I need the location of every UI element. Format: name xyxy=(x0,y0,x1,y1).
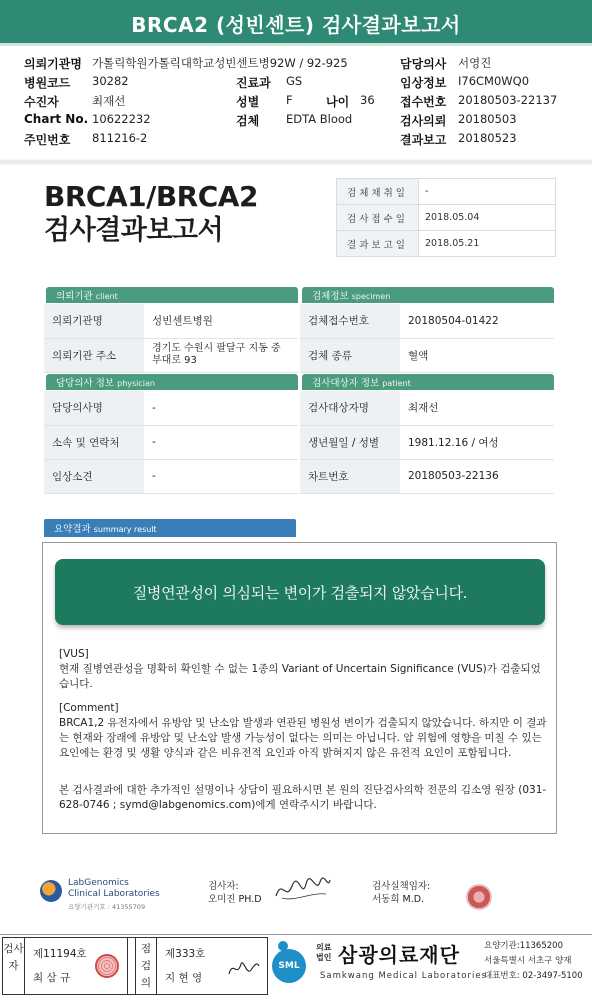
org-code: 요양기관:11365200 xyxy=(484,941,563,951)
examiner-license: 제11194호 xyxy=(33,948,87,960)
table-row xyxy=(337,179,556,205)
scan-divider xyxy=(0,158,592,166)
specimen-section-title: 검체정보 xyxy=(312,291,349,302)
request-date-value: 20180503 xyxy=(458,112,517,126)
physician-contact-value: - xyxy=(144,425,298,459)
summary-section-tab xyxy=(44,519,296,537)
report-dates-table xyxy=(336,178,556,257)
physician-contact-label: 소속 및 연락처 xyxy=(44,425,144,459)
receipt-number-label: 접수번호 xyxy=(400,95,447,109)
clinical-findings-label: 임상소견 xyxy=(44,459,144,493)
org-prefix xyxy=(316,943,331,963)
examinee-value: 최재선 xyxy=(92,94,126,108)
chart-number-label: Chart No. xyxy=(24,112,89,126)
result-banner-text: 질병연관성이 의심되는 변이가 검출되지 않았습니다. xyxy=(132,584,468,602)
vus-paragraph xyxy=(59,647,549,692)
table-row xyxy=(300,425,554,459)
table-row xyxy=(300,304,554,338)
org-name-en: Samkwang Medical Laboratories xyxy=(320,971,488,981)
client-address-value: 경기도 수원시 팔달구 지동 중부대로 93 xyxy=(144,338,298,372)
table-row xyxy=(300,391,554,425)
doctor-label: 담당의사 xyxy=(400,57,447,71)
client-table xyxy=(44,304,298,373)
inspector-col-label-text: 점검의 xyxy=(140,943,152,989)
rrn-label: 주민번호 xyxy=(24,133,71,147)
specimen-label: 검체 xyxy=(236,114,260,128)
examiner-signature xyxy=(208,880,262,906)
inspector-license: 제333호 xyxy=(165,948,206,960)
report-header-title: BRCA2 (성빈센트) 검사결과보고서 xyxy=(131,13,461,37)
approval-stamp-box xyxy=(2,937,268,995)
signature-icon xyxy=(272,872,332,906)
table-row xyxy=(44,459,298,493)
result-date-value: 2018.05.21 xyxy=(419,231,556,257)
table-row xyxy=(337,231,556,257)
examinee-label: 수진자 xyxy=(24,95,59,109)
clinical-findings-value: - xyxy=(144,459,298,493)
lab-name-line2: Clinical Laboratories xyxy=(68,889,160,899)
specimen-type-label: 검체 종류 xyxy=(300,338,400,372)
director-name: 서동희 M.D. xyxy=(372,894,425,905)
chart-no-value: 20180503-22136 xyxy=(400,459,554,493)
patient-info-block xyxy=(0,52,592,152)
org-contact-info xyxy=(484,939,583,984)
report-title-line2: 검사결과보고서 xyxy=(44,215,224,246)
org-prefix-line1: 의료 xyxy=(316,943,332,952)
lab-code: 요양기관기호 : 41355709 xyxy=(68,903,146,911)
table-row xyxy=(44,391,298,425)
lab-name xyxy=(68,878,160,900)
receipt-date-value: 2018.05.04 xyxy=(419,205,556,231)
report-page xyxy=(0,166,592,930)
examiner-name: 오미진 PH.D xyxy=(208,894,262,905)
contact-text: 본 검사결과에 대한 추가적인 설명이나 상담이 필요하시면 본 원의 진단검사의학 전문의 김소영 원장 (031-628-0746 ; symd@labgenomics.com)에게 연락주시기 바랍니다. xyxy=(59,784,547,811)
chart-number-value: 10622232 xyxy=(92,112,151,126)
report-title xyxy=(44,180,258,248)
client-address-label: 의뢰기관 주소 xyxy=(44,338,144,372)
patient-name-label: 검사대상자명 xyxy=(300,391,400,425)
table-row xyxy=(300,338,554,372)
director-label: 검사실책임자: xyxy=(372,881,431,892)
birth-sex-label: 생년월일 / 성별 xyxy=(300,425,400,459)
hospital-code-value: 30282 xyxy=(92,74,129,88)
client-section-title-en: client xyxy=(95,292,118,301)
report-date-value: 20180523 xyxy=(458,131,517,145)
org-name: 삼광의료재단 xyxy=(338,943,460,967)
clinical-info-value: I76CM0WQ0 xyxy=(458,74,530,88)
examiner-seal-icon xyxy=(95,954,119,978)
inspector-col-label xyxy=(135,938,157,994)
patient-section-title-en: patient xyxy=(382,379,411,388)
table-row xyxy=(44,425,298,459)
sml-logo-text: SML xyxy=(272,949,306,983)
org-phone: 대표번호: 02-3497-5100 xyxy=(484,971,583,981)
receipt-number-value: 20180503-22137 xyxy=(458,93,558,107)
patient-name-value: 최재선 xyxy=(400,391,554,425)
collection-date-value: - xyxy=(419,179,556,205)
receipt-date-label: 검사접수일 xyxy=(337,205,419,231)
table-row xyxy=(44,304,298,338)
director-signature xyxy=(372,880,430,906)
summary-title-en: summary result xyxy=(93,525,157,534)
dept-label: 진료과 xyxy=(236,76,271,90)
summary-box xyxy=(42,542,557,834)
result-banner xyxy=(55,559,545,625)
patient-section-title: 검사대상자 정보 xyxy=(312,378,380,389)
specimen-type-value: 혈액 xyxy=(400,338,554,372)
chart-no-label: 차트번호 xyxy=(300,459,400,493)
org-prefix-line2: 법인 xyxy=(316,953,332,962)
rrn-value: 811216-2 xyxy=(92,131,148,145)
age-label: 나이 xyxy=(326,95,350,109)
client-name-value: 성빈센트병원 xyxy=(144,304,298,338)
inspector-stamp-name: 지 현 영 xyxy=(165,972,203,984)
specimen-value: EDTA Blood xyxy=(286,112,353,126)
comment-paragraph xyxy=(59,701,549,761)
examiner-stamp-name: 최 삼 규 xyxy=(33,972,71,984)
dept-value: GS xyxy=(286,74,303,88)
patient-table xyxy=(300,391,554,494)
specimen-receipt-value: 20180504-01422 xyxy=(400,304,554,338)
table-row xyxy=(300,459,554,493)
physician-section-title-en: physician xyxy=(117,379,155,388)
table-row xyxy=(44,338,298,372)
physician-name-label: 담당의사명 xyxy=(44,391,144,425)
examiner-label: 검사자: xyxy=(208,881,239,892)
sex-value: F xyxy=(286,93,293,107)
specimen-receipt-label: 검체접수번호 xyxy=(300,304,400,338)
inspector-signature-icon xyxy=(225,956,261,982)
result-date-label: 결과보고일 xyxy=(337,231,419,257)
comment-text: BRCA1,2 유전자에서 유방암 및 난소암 발생과 연관된 병원성 변이가 검출되지 않았습니다. 하지만 이 결과는 현재와 장래에 유방암 및 난소암 발생 가능성이 없다는 의미는 아닙니다. 암 위험에 영향을 미칠 수 있는 요인에는 환경 및 생활 양식과 같은 비유전적 요인과 아직 밝혀지지 않은 유전적 요인이 포함됩니다. xyxy=(59,717,547,759)
physician-section-title: 담당의사 정보 xyxy=(56,378,115,389)
request-date-label: 검사의뢰 xyxy=(400,114,447,128)
report-date-label: 결과보고 xyxy=(400,133,447,147)
sml-logo-icon xyxy=(272,941,310,985)
birth-sex-value: 1981.12.16 / 여성 xyxy=(400,425,554,459)
examiner-col-label-text: 검사자 xyxy=(3,943,24,972)
lab-name-line1: LabGenomics xyxy=(68,878,129,888)
doctor-value: 서영진 xyxy=(458,56,492,70)
physician-name-value: - xyxy=(144,391,298,425)
examiner-col-label xyxy=(3,938,25,994)
physician-section-header xyxy=(46,374,298,390)
footer-stamp-bar xyxy=(0,934,592,1000)
sex-label: 성별 xyxy=(236,95,260,109)
contact-paragraph xyxy=(59,783,549,813)
labgenomics-logo-icon xyxy=(40,880,62,902)
vus-text: 현재 질병연관성을 명확히 확인할 수 없는 1종의 Variant of Uncertain Significance (VUS)가 검출되었습니다. xyxy=(59,663,541,690)
specimen-section-title-en: specimen xyxy=(351,292,391,301)
vus-heading: [VUS] xyxy=(59,648,89,660)
specimen-table xyxy=(300,304,554,373)
table-row xyxy=(337,205,556,231)
physician-table xyxy=(44,391,298,494)
client-name-label: 의뢰기관명 xyxy=(44,304,144,338)
clinical-info-label: 임상정보 xyxy=(400,76,447,90)
hospital-code-label: 병원코드 xyxy=(24,76,71,90)
client-section-header xyxy=(46,287,298,303)
stamp-divider xyxy=(127,938,128,994)
signature-area xyxy=(0,866,592,926)
summary-title: 요약결과 xyxy=(54,524,91,535)
director-seal-icon xyxy=(466,884,492,910)
comment-heading: [Comment] xyxy=(59,702,119,714)
specimen-section-header xyxy=(302,287,554,303)
org-address: 서울특별시 서초구 양재 xyxy=(484,956,572,966)
requester-value: 가톨릭학원가톨릭대학교성빈센트병92W / 92-925 xyxy=(92,56,348,70)
requester-label: 의뢰기관명 xyxy=(24,57,82,71)
collection-date-label: 검체채취일 xyxy=(337,179,419,205)
client-section-title: 의뢰기관 xyxy=(56,291,93,302)
report-title-line1: BRCA1/BRCA2 xyxy=(44,180,258,213)
report-header-bar xyxy=(0,0,592,46)
patient-section-header xyxy=(302,374,554,390)
age-value: 36 xyxy=(360,93,375,107)
